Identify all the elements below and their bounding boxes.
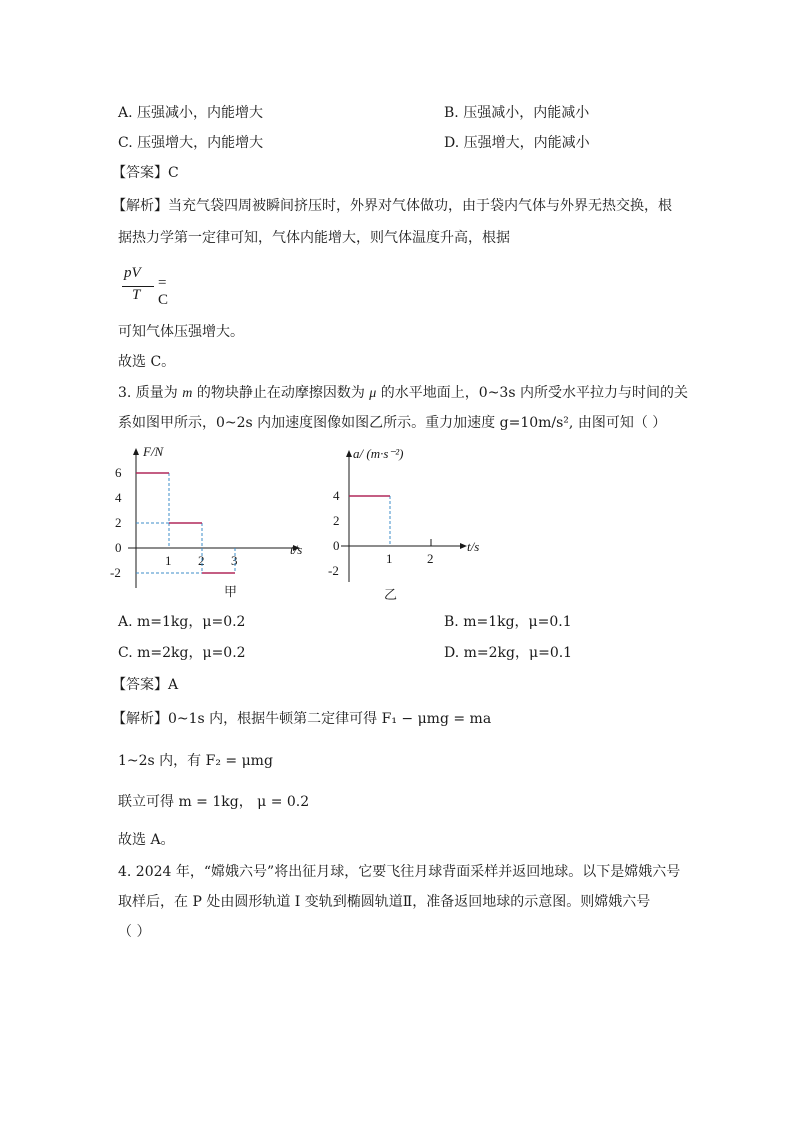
chart-jia-caption: 甲 bbox=[224, 584, 238, 599]
ideal-gas-formula bbox=[120, 265, 180, 307]
q3-option-d: D. m=2kg，μ=0.1 bbox=[444, 645, 573, 661]
analysis-text: 当充气袋四周被瞬间挤压时，外界对气体做功，由于袋内气体与外界无热交换，根 bbox=[168, 198, 672, 214]
y-tick-label: 4 bbox=[333, 488, 340, 503]
q3-option-b: B. m=1kg，μ=0.1 bbox=[444, 614, 572, 630]
q4-stem-line-2: 取样后，在 P 处由圆形轨道 I 变轨到椭圆轨道Ⅱ，准备返回地球的示意图。则嫦娥六号 bbox=[118, 894, 651, 910]
y-axis-label: a/ (m·s⁻²) bbox=[353, 446, 404, 461]
y-axis-arrow bbox=[133, 448, 139, 455]
chart-yi bbox=[325, 440, 505, 610]
x-tick-label: 3 bbox=[231, 553, 238, 568]
y-tick-label: -2 bbox=[110, 565, 121, 580]
x-tick-label: 1 bbox=[165, 553, 172, 568]
formula-denominator: T bbox=[132, 287, 141, 303]
var-mu: μ bbox=[369, 386, 377, 401]
q2-option-b: B. 压强减小，内能减小 bbox=[444, 105, 590, 121]
stem-part: 3. 质量为 bbox=[118, 385, 178, 401]
x-axis-arrow bbox=[460, 543, 467, 549]
x-axis-label: t/s bbox=[290, 542, 303, 557]
q2-conclusion: 故选 C。 bbox=[118, 354, 176, 370]
q2-option-a: A. 压强减小，内能增大 bbox=[118, 105, 264, 121]
q2-option-c: C. 压强增大，内能增大 bbox=[118, 135, 264, 151]
answer-tag: 【答案】 bbox=[112, 165, 168, 181]
analysis-tag: 【解析】 bbox=[112, 711, 168, 727]
q3-analysis-line-2: 1~2s 内，有 F₂ = μmg bbox=[118, 753, 273, 769]
formula-numerator: pV bbox=[124, 265, 141, 281]
q3-option-a: A. m=1kg，μ=0.2 bbox=[118, 614, 246, 630]
var-m: m bbox=[182, 386, 193, 401]
y-axis-label: F/N bbox=[143, 444, 164, 459]
q4-stem-line-3: （ ） bbox=[118, 924, 151, 940]
q3-analysis-line-1 bbox=[112, 709, 491, 729]
stem-part: 的水平地面上，0~3s 内所受水平拉力与时间的关 bbox=[380, 385, 688, 401]
y-axis-arrow bbox=[346, 450, 352, 457]
y-tick-label: 2 bbox=[115, 515, 122, 530]
x-tick-label: 2 bbox=[427, 551, 434, 566]
formula-rhs: = C bbox=[158, 275, 169, 308]
chart-jia bbox=[110, 440, 330, 610]
q3-stem-line-2: 系如图甲所示，0~2s 内加速度图像如图乙所示。重力加速度 g=10m/s², 由图可知（ ） bbox=[118, 415, 667, 431]
y-tick-label: 2 bbox=[333, 513, 340, 528]
q3-conclusion: 故选 A。 bbox=[118, 832, 175, 848]
q3-stem-line-1 bbox=[118, 383, 688, 404]
answer-tag: 【答案】 bbox=[112, 677, 168, 693]
y-tick-label: 0 bbox=[115, 540, 122, 555]
y-tick-label: 4 bbox=[115, 490, 122, 505]
y-tick-label: -2 bbox=[328, 563, 339, 578]
x-tick-label: 2 bbox=[198, 553, 205, 568]
q4-stem-line-1: 4. 2024 年，“嫦娥六号”将出征月球，它要飞往月球背面采样并返回地球。以下是嫦娥六号 bbox=[118, 864, 681, 880]
analysis-tag: 【解析】 bbox=[112, 198, 168, 214]
analysis-text: 0~1s 内，根据牛顿第二定律可得 F₁ − μmg = ma bbox=[168, 711, 492, 727]
q2-analysis-line-2: 据热力学第一定律可知，气体内能增大，则气体温度升高，根据 bbox=[118, 230, 510, 246]
x-tick-label: 1 bbox=[386, 551, 393, 566]
q3-option-c: C. m=2kg，μ=0.2 bbox=[118, 645, 246, 661]
q2-option-d: D. 压强增大，内能减小 bbox=[444, 135, 590, 151]
chart-yi-caption: 乙 bbox=[384, 587, 398, 602]
y-tick-label: 6 bbox=[115, 465, 122, 480]
stem-part: 的物块静止在动摩擦因数为 bbox=[196, 385, 365, 401]
answer-value: C bbox=[168, 165, 179, 181]
q2-answer bbox=[112, 163, 179, 183]
q3-analysis-line-3: 联立可得 m = 1kg， μ = 0.2 bbox=[118, 794, 310, 810]
y-tick-label: 0 bbox=[333, 538, 340, 553]
q3-answer bbox=[112, 675, 178, 695]
x-axis-label: t/s bbox=[467, 539, 480, 554]
answer-value: A bbox=[168, 677, 179, 693]
q2-analysis-line-1 bbox=[112, 196, 672, 216]
q2-analysis-line-3: 可知气体压强增大。 bbox=[118, 324, 244, 340]
